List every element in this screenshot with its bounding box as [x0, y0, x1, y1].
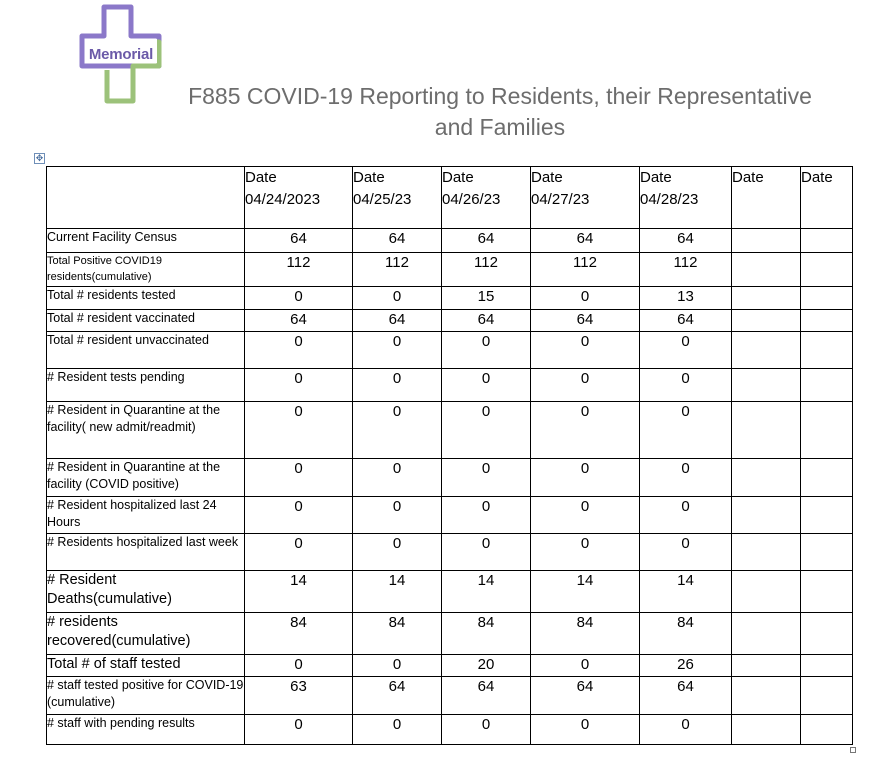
- value-cell: 0: [442, 715, 531, 745]
- value-cell: 0: [442, 497, 531, 534]
- date-label: Date: [353, 169, 385, 186]
- value-cell: 14: [353, 571, 442, 613]
- row-label: # Resident Deaths(cumulative): [47, 571, 245, 613]
- value-cell: 0: [442, 402, 531, 459]
- value-cell: 0: [353, 287, 442, 310]
- value-cell: 64: [353, 310, 442, 332]
- value-cell: 0: [353, 332, 442, 369]
- value-cell: [732, 655, 801, 677]
- table-row: [47, 655, 853, 677]
- table-row: [47, 677, 853, 715]
- date-header-cell: [732, 167, 801, 229]
- value-cell: 0: [245, 332, 353, 369]
- value-cell: [732, 613, 801, 655]
- value-cell: 84: [245, 613, 353, 655]
- value-cell: 0: [531, 332, 640, 369]
- date-value: 04/25/23: [353, 191, 412, 208]
- value-cell: [801, 332, 853, 369]
- value-cell: 13: [640, 287, 732, 310]
- table-row: [47, 253, 853, 287]
- value-cell: 0: [531, 715, 640, 745]
- value-cell: 0: [640, 369, 732, 402]
- value-cell: [801, 369, 853, 402]
- value-cell: 0: [640, 497, 732, 534]
- date-label: Date: [245, 169, 277, 186]
- value-cell: [801, 613, 853, 655]
- value-cell: [732, 715, 801, 745]
- logo-text: Memorial: [88, 46, 154, 63]
- value-cell: 64: [245, 310, 353, 332]
- value-cell: 0: [531, 497, 640, 534]
- value-cell: 0: [531, 655, 640, 677]
- date-header-cell: [801, 167, 853, 229]
- table-row: [47, 310, 853, 332]
- value-cell: [801, 655, 853, 677]
- row-label: # staff with pending results: [47, 715, 245, 745]
- value-cell: [732, 332, 801, 369]
- table-row: [47, 402, 853, 459]
- value-cell: 0: [353, 402, 442, 459]
- row-label: # Resident in Quarantine at the facility (COVID positive): [47, 459, 245, 497]
- table-row: [47, 229, 853, 253]
- date-header-cell: [640, 167, 732, 229]
- value-cell: [801, 229, 853, 253]
- date-header-cell: [531, 167, 640, 229]
- value-cell: 14: [442, 571, 531, 613]
- table-row: [47, 534, 853, 571]
- date-label: Date: [732, 169, 764, 186]
- header-corner-cell: [47, 167, 245, 229]
- value-cell: [801, 253, 853, 287]
- value-cell: 0: [531, 402, 640, 459]
- value-cell: 64: [531, 677, 640, 715]
- value-cell: 0: [245, 655, 353, 677]
- row-label: # Resident in Quarantine at the facility( new admit/readmit): [47, 402, 245, 459]
- row-label: # Resident tests pending: [47, 369, 245, 402]
- value-cell: [801, 497, 853, 534]
- value-cell: [801, 677, 853, 715]
- value-cell: 0: [640, 715, 732, 745]
- value-cell: 14: [245, 571, 353, 613]
- value-cell: [801, 571, 853, 613]
- row-label: Total Positive COVID19 residents(cumulative): [47, 253, 245, 287]
- value-cell: 0: [353, 459, 442, 497]
- title-line-1: F885 COVID-19 Reporting to Residents, their Representative: [188, 83, 812, 109]
- value-cell: 0: [531, 459, 640, 497]
- value-cell: 14: [531, 571, 640, 613]
- value-cell: [732, 459, 801, 497]
- date-value: 04/27/23: [531, 191, 590, 208]
- value-cell: [732, 229, 801, 253]
- row-label: Current Facility Census: [47, 229, 245, 253]
- value-cell: [801, 534, 853, 571]
- value-cell: 64: [640, 310, 732, 332]
- value-cell: [732, 497, 801, 534]
- date-value: 04/28/23: [640, 191, 699, 208]
- value-cell: 0: [353, 534, 442, 571]
- value-cell: 0: [245, 715, 353, 745]
- value-cell: 64: [442, 310, 531, 332]
- value-cell: [732, 253, 801, 287]
- value-cell: [732, 369, 801, 402]
- table-row: [47, 497, 853, 534]
- value-cell: 0: [442, 459, 531, 497]
- value-cell: [732, 310, 801, 332]
- value-cell: [732, 534, 801, 571]
- date-header-cell: [353, 167, 442, 229]
- row-label: # staff tested positive for COVID-19 (cumulative): [47, 677, 245, 715]
- date-value: 04/26/23: [442, 191, 501, 208]
- page-title: [150, 81, 850, 143]
- value-cell: 112: [353, 253, 442, 287]
- value-cell: 0: [531, 534, 640, 571]
- value-cell: [801, 402, 853, 459]
- row-label: Total # resident unvaccinated: [47, 332, 245, 369]
- value-cell: 0: [353, 715, 442, 745]
- value-cell: 112: [640, 253, 732, 287]
- table-row: [47, 459, 853, 497]
- value-cell: [801, 310, 853, 332]
- value-cell: 0: [353, 497, 442, 534]
- value-cell: 0: [245, 534, 353, 571]
- table-row: [47, 613, 853, 655]
- value-cell: 63: [245, 677, 353, 715]
- value-cell: 0: [640, 332, 732, 369]
- value-cell: 64: [640, 677, 732, 715]
- row-label: Total # of staff tested: [47, 655, 245, 677]
- value-cell: [732, 402, 801, 459]
- value-cell: [732, 571, 801, 613]
- value-cell: 20: [442, 655, 531, 677]
- date-label: Date: [640, 169, 672, 186]
- value-cell: 0: [640, 459, 732, 497]
- covid-report-table: [46, 166, 853, 745]
- value-cell: 0: [353, 655, 442, 677]
- date-header-cell: [442, 167, 531, 229]
- value-cell: 15: [442, 287, 531, 310]
- row-label: # Residents hospitalized last week: [47, 534, 245, 571]
- value-cell: 26: [640, 655, 732, 677]
- table-row: [47, 287, 853, 310]
- date-label: Date: [801, 169, 833, 186]
- table-row: [47, 715, 853, 745]
- row-label: # Resident hospitalized last 24 Hours: [47, 497, 245, 534]
- value-cell: 64: [442, 229, 531, 253]
- date-label: Date: [531, 169, 563, 186]
- value-cell: 0: [245, 459, 353, 497]
- value-cell: 84: [640, 613, 732, 655]
- value-cell: 64: [353, 677, 442, 715]
- title-line-2: and Families: [434, 114, 566, 140]
- value-cell: 0: [353, 369, 442, 402]
- value-cell: 14: [640, 571, 732, 613]
- date-label: Date: [442, 169, 474, 186]
- table-row: [47, 571, 853, 613]
- date-header-cell: [245, 167, 353, 229]
- value-cell: [801, 459, 853, 497]
- value-cell: 64: [442, 677, 531, 715]
- value-cell: 64: [640, 229, 732, 253]
- value-cell: 112: [442, 253, 531, 287]
- value-cell: 0: [531, 369, 640, 402]
- value-cell: 0: [245, 497, 353, 534]
- value-cell: 112: [245, 253, 353, 287]
- value-cell: [732, 287, 801, 310]
- table-row: [47, 332, 853, 369]
- date-value: 04/24/2023: [245, 191, 321, 208]
- row-label: Total # resident vaccinated: [47, 310, 245, 332]
- value-cell: 84: [353, 613, 442, 655]
- value-cell: 84: [442, 613, 531, 655]
- value-cell: [801, 287, 853, 310]
- value-cell: 0: [640, 534, 732, 571]
- value-cell: 0: [442, 369, 531, 402]
- header-row: [47, 167, 853, 229]
- value-cell: 0: [442, 534, 531, 571]
- value-cell: 64: [531, 310, 640, 332]
- value-cell: 64: [531, 229, 640, 253]
- value-cell: 0: [640, 402, 732, 459]
- value-cell: 0: [531, 287, 640, 310]
- value-cell: 64: [353, 229, 442, 253]
- row-label: # residents recovered(cumulative): [47, 613, 245, 655]
- row-label: Total # residents tested: [47, 287, 245, 310]
- value-cell: 112: [531, 253, 640, 287]
- resize-handle[interactable]: [850, 747, 856, 753]
- value-cell: 0: [245, 287, 353, 310]
- value-cell: [801, 715, 853, 745]
- value-cell: [732, 677, 801, 715]
- value-cell: 0: [245, 402, 353, 459]
- value-cell: 64: [245, 229, 353, 253]
- table-row: [47, 369, 853, 402]
- value-cell: 0: [442, 332, 531, 369]
- move-icon[interactable]: ✥: [35, 153, 44, 163]
- value-cell: 84: [531, 613, 640, 655]
- value-cell: 0: [245, 369, 353, 402]
